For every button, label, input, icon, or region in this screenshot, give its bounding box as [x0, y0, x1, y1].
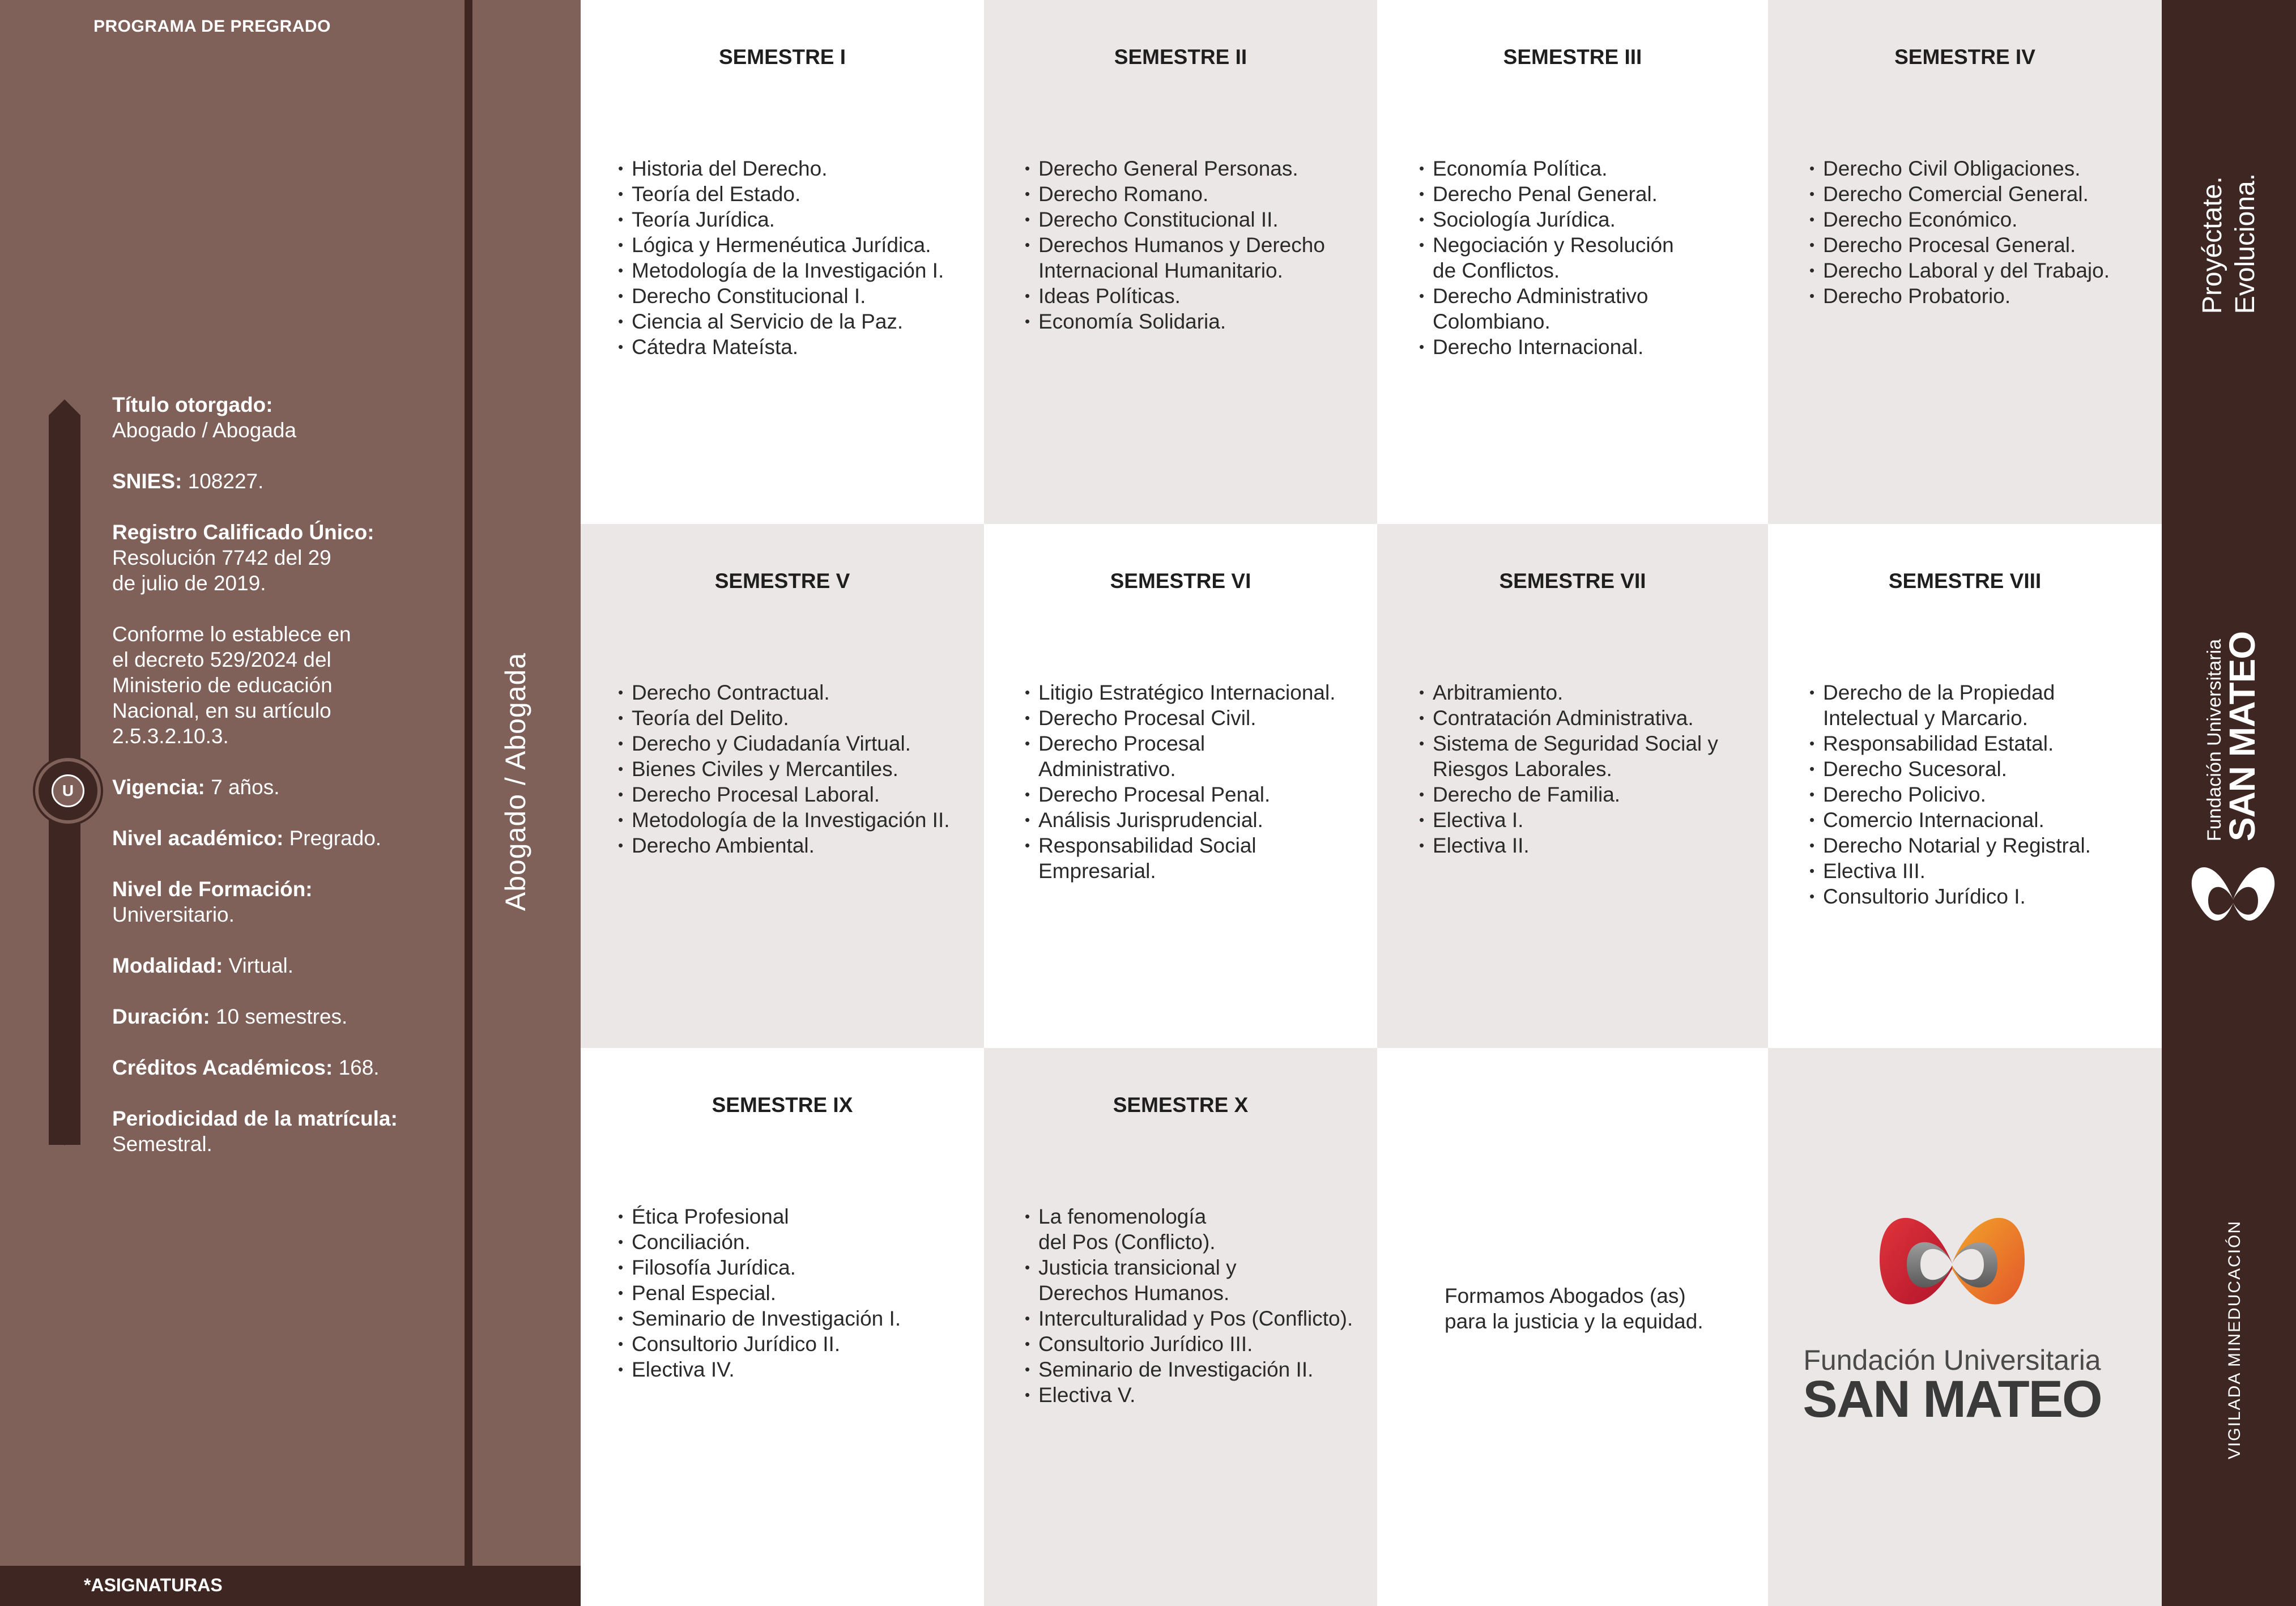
- left-divider: [465, 0, 472, 1566]
- registro-block: [112, 519, 452, 596]
- subject-item: • Economía Política.: [1419, 156, 1674, 181]
- subject-item: • Teoría Jurídica.: [618, 207, 944, 232]
- subject-item: • Consultorio Jurídico III.: [1025, 1331, 1353, 1357]
- subject-item: • Derecho Comercial General.: [1809, 181, 2110, 207]
- subject-item: • Derecho Contractual.: [618, 680, 950, 705]
- nivel-academico-label: Nivel académico:: [112, 827, 284, 850]
- subject-item: • Derecho de Familia.: [1419, 782, 1718, 807]
- semester-cell-7: [1377, 524, 1768, 1048]
- right-brand-small: Fundación Universitaria: [2204, 638, 2225, 842]
- modalidad-label: Modalidad:: [112, 954, 223, 977]
- logo-line-2: SAN MATEO: [1803, 1370, 2102, 1428]
- subject-item: • Sistema de Seguridad Social y: [1419, 731, 1718, 756]
- subject-item: • Interculturalidad y Pos (Conflicto).: [1025, 1306, 1353, 1331]
- subject-item: • Litigio Estratégico Internacional.: [1025, 680, 1335, 705]
- subject-item: • Derecho Procesal: [1025, 731, 1335, 756]
- subject-item: • Derecho Notarial y Registral.: [1809, 833, 2091, 858]
- conforme-line-1: Conforme lo establece en: [112, 623, 351, 646]
- right-tagline: [2196, 173, 2262, 314]
- subject-item: • Electiva I.: [1419, 807, 1718, 833]
- subject-item: • Metodología de la Investigación I.: [618, 258, 944, 283]
- periodicidad-block: [112, 1106, 452, 1157]
- right-tagline-line-1: Proyéctate.: [2197, 176, 2227, 314]
- subject-item: • Derecho Procesal Civil.: [1025, 705, 1335, 731]
- subject-item: • Responsabilidad Estatal.: [1809, 731, 2091, 756]
- timeline-bar-top: [49, 399, 80, 415]
- creditos-value: 168.: [333, 1056, 380, 1079]
- program-info: [112, 392, 452, 1182]
- subject-item: • Negociación y Resolución: [1419, 232, 1674, 258]
- subject-item: • Derecho Ambiental.: [618, 833, 950, 858]
- duracion-value: 10 semestres.: [210, 1005, 348, 1028]
- subject-list: [1809, 156, 2110, 309]
- subject-item: • Derecho Civil Obligaciones.: [1809, 156, 2110, 181]
- nivel-formacion-value: Universitario.: [112, 903, 235, 926]
- subject-item: • Análisis Jurisprudencial.: [1025, 807, 1335, 833]
- right-brand-big: SAN MATEO: [2222, 631, 2263, 842]
- subject-list: [618, 156, 944, 360]
- semester-cell-10: [984, 1048, 1377, 1606]
- subject-item: • Electiva IV.: [618, 1357, 901, 1382]
- subject-item: • Derecho Penal General.: [1419, 181, 1674, 207]
- semester-cell-9: [581, 1048, 984, 1606]
- subject-item: • Consultorio Jurídico I.: [1809, 884, 2091, 909]
- semester-title: SEMESTRE VIII: [1888, 569, 2042, 593]
- duracion-label: Duración:: [112, 1005, 210, 1028]
- u-badge-icon: [35, 758, 101, 824]
- subject-list: [1025, 1204, 1353, 1408]
- modalidad-block: [112, 953, 452, 978]
- titulo-label: Título otorgado:: [112, 393, 273, 416]
- nivel-formacion-label: Nivel de Formación:: [112, 877, 313, 901]
- conforme-line-3: Ministerio de educación: [112, 674, 333, 697]
- subject-item: • Sociología Jurídica.: [1419, 207, 1674, 232]
- subject-list: [618, 680, 950, 858]
- subject-list: [1025, 156, 1325, 334]
- snies-value: 108227.: [182, 470, 264, 493]
- timeline-bar-bottom: [49, 1130, 80, 1145]
- subject-item: • Ciencia al Servicio de la Paz.: [618, 309, 944, 334]
- semester-cell-1: [581, 0, 984, 524]
- semester-cell-8: [1768, 524, 2162, 1048]
- subject-item-continuation: Colombiano.: [1433, 310, 1550, 333]
- subject-item: • Derecho Sucesoral.: [1809, 756, 2091, 782]
- vigilada-label: VIGILADA MINEDUCACIÓN: [2225, 1220, 2244, 1460]
- badge-letter: U: [52, 774, 84, 807]
- subject-item: • Derecho Internacional.: [1419, 334, 1674, 360]
- subject-item: • Historia del Derecho.: [618, 156, 944, 181]
- subject-item: • Comercio Internacional.: [1809, 807, 2091, 833]
- vigencia-value: 7 años.: [205, 776, 280, 799]
- semester-cell-5: [581, 524, 984, 1048]
- titulo-block: [112, 392, 452, 443]
- subject-item: • Cátedra Mateísta.: [618, 334, 944, 360]
- snies-label: SNIES:: [112, 470, 182, 493]
- periodicidad-value: Semestral.: [112, 1132, 212, 1156]
- subject-item: • Arbitramiento.: [1419, 680, 1718, 705]
- subject-item: • Penal Especial.: [618, 1280, 901, 1306]
- subject-item: • Electiva II.: [1419, 833, 1718, 858]
- creditos-block: [112, 1055, 452, 1080]
- nivel-academico-value: Pregrado.: [283, 827, 382, 850]
- conforme-line-5: 2.5.3.2.10.3.: [112, 725, 229, 748]
- subject-item: • Seminario de Investigación II.: [1025, 1357, 1353, 1382]
- subject-list: [618, 1204, 901, 1382]
- subject-item: • La fenomenología: [1025, 1204, 1353, 1229]
- nivel-formacion-block: [112, 876, 452, 927]
- subject-item: • Derecho de la Propiedad: [1809, 680, 2091, 705]
- subject-item: • Electiva V.: [1025, 1382, 1353, 1408]
- subject-list: [1809, 680, 2091, 909]
- registro-label: Registro Calificado Único:: [112, 521, 374, 544]
- semester-cell-3: [1377, 0, 1768, 524]
- semester-title: SEMESTRE III: [1503, 45, 1642, 69]
- semester-title: SEMESTRE VII: [1499, 569, 1646, 593]
- snies-block: [112, 468, 452, 494]
- subject-item: • Electiva III.: [1809, 858, 2091, 884]
- slogan: [1445, 1283, 1703, 1334]
- semester-title: SEMESTRE II: [1114, 45, 1247, 69]
- subject-item: • Ética Profesional: [618, 1204, 901, 1229]
- subject-item: • Filosofía Jurídica.: [618, 1255, 901, 1280]
- subject-item: • Economía Solidaria.: [1025, 309, 1325, 334]
- semester-cell-2: [984, 0, 1377, 524]
- subject-item: • Derecho Probatorio.: [1809, 283, 2110, 309]
- subject-item: • Ideas Políticas.: [1025, 283, 1325, 309]
- footer-label: *ASIGNATURAS: [84, 1575, 223, 1595]
- subject-item: • Derecho y Ciudadanía Virtual.: [618, 731, 950, 756]
- semester-title: SEMESTRE IV: [1894, 45, 2035, 69]
- subject-item: • Derecho Romano.: [1025, 181, 1325, 207]
- semester-title: SEMESTRE VI: [1110, 569, 1251, 593]
- subject-item-continuation: Internacional Humanitario.: [1038, 259, 1283, 282]
- subject-item: • Teoría del Estado.: [618, 181, 944, 207]
- subject-item: • Derecho Constitucional I.: [618, 283, 944, 309]
- subject-item-continuation: Administrativo.: [1038, 757, 1176, 781]
- subject-item: • Teoría del Delito.: [618, 705, 950, 731]
- conforme-line-4: Nacional, en su artículo: [112, 699, 331, 722]
- slogan-line-2: para la justicia y la equidad.: [1445, 1310, 1703, 1333]
- semester-title: SEMESTRE IX: [712, 1093, 853, 1117]
- side-title: Abogado / Abogada: [500, 652, 531, 911]
- slogan-line-1: Formamos Abogados (as): [1445, 1284, 1686, 1307]
- subject-item-continuation: Riesgos Laborales.: [1433, 757, 1612, 781]
- semester-title: SEMESTRE V: [714, 569, 850, 593]
- subject-item: • Justicia transicional y: [1025, 1255, 1353, 1280]
- vigencia-block: [112, 774, 452, 800]
- subject-item: • Derecho Económico.: [1809, 207, 2110, 232]
- semester-title: SEMESTRE X: [1113, 1093, 1249, 1117]
- subject-item-continuation: de Conflictos.: [1433, 259, 1560, 282]
- subject-item-continuation: Empresarial.: [1038, 859, 1156, 883]
- modalidad-value: Virtual.: [223, 954, 294, 977]
- subject-item: • Derecho Constitucional II.: [1025, 207, 1325, 232]
- right-brand: [2204, 631, 2263, 842]
- subject-item-continuation: Intelectual y Marcario.: [1823, 706, 2028, 730]
- subject-item: • Derechos Humanos y Derecho: [1025, 232, 1325, 258]
- duracion-block: [112, 1004, 452, 1029]
- subject-item: • Derecho Procesal Penal.: [1025, 782, 1335, 807]
- subject-item: • Lógica y Hermenéutica Jurídica.: [618, 232, 944, 258]
- logo-line-1: Fundación Universitaria: [1803, 1344, 2101, 1376]
- subject-item: • Bienes Civiles y Mercantiles.: [618, 756, 950, 782]
- periodicidad-label: Periodicidad de la matrícula:: [112, 1107, 398, 1130]
- subject-item: • Contratación Administrativa.: [1419, 705, 1718, 731]
- subject-item: • Consultorio Jurídico II.: [618, 1331, 901, 1357]
- subject-item: • Derecho Procesal Laboral.: [618, 782, 950, 807]
- subject-list: [1419, 680, 1718, 858]
- nivel-academico-block: [112, 825, 452, 851]
- semester-title: SEMESTRE I: [718, 45, 846, 69]
- conforme-line-2: el decreto 529/2024 del: [112, 648, 331, 671]
- subject-item: • Conciliación.: [618, 1229, 901, 1255]
- registro-line-2: de julio de 2019.: [112, 572, 266, 595]
- subject-item: • Derecho Policivo.: [1809, 782, 2091, 807]
- subject-item: • Derecho Procesal General.: [1809, 232, 2110, 258]
- subject-list: [1419, 156, 1674, 360]
- conforme-block: [112, 621, 452, 749]
- semester-cell-6: [984, 524, 1377, 1048]
- subject-item: • Responsabilidad Social: [1025, 833, 1335, 858]
- registro-line-1: Resolución 7742 del 29: [112, 546, 331, 569]
- san-mateo-logo-icon: [1875, 1195, 2029, 1331]
- vigencia-label: Vigencia:: [112, 776, 205, 799]
- san-mateo-white-logo-icon: [2188, 849, 2278, 951]
- creditos-label: Créditos Académicos:: [112, 1056, 333, 1079]
- semester-cell-4: [1768, 0, 2162, 524]
- right-tagline-line-2: Evoluciona.: [2230, 173, 2260, 314]
- titulo-value: Abogado / Abogada: [112, 419, 297, 442]
- subject-item: • Derecho Laboral y del Trabajo.: [1809, 258, 2110, 283]
- subject-item: • Derecho Administrativo: [1419, 283, 1674, 309]
- subject-item-continuation: del Pos (Conflicto).: [1038, 1230, 1216, 1254]
- subject-list: [1025, 680, 1335, 884]
- program-label: PROGRAMA DE PREGRADO: [93, 17, 331, 36]
- subject-item: • Derecho General Personas.: [1025, 156, 1325, 181]
- subject-item-continuation: Derechos Humanos.: [1038, 1281, 1230, 1305]
- subject-item: • Metodología de la Investigación II.: [618, 807, 950, 833]
- subject-item: • Seminario de Investigación I.: [618, 1306, 901, 1331]
